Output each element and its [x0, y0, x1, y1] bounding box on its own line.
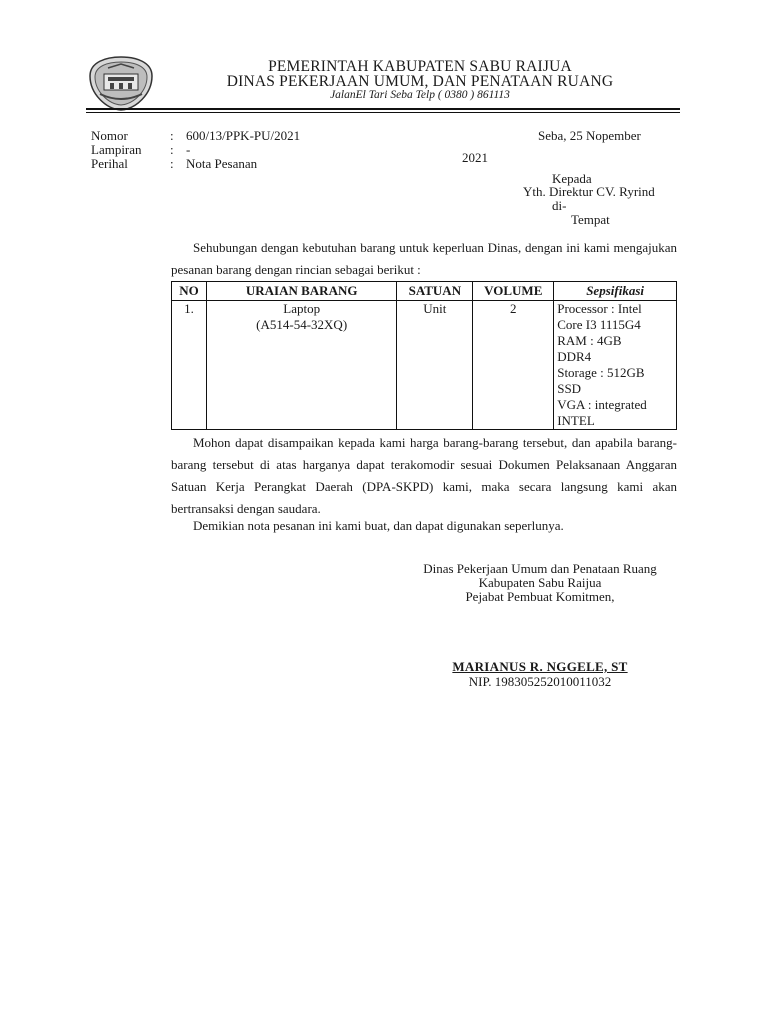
letterhead-government-name: PEMERINTAH KABUPATEN SABU RAIJUA	[268, 58, 572, 75]
recipient-name: Yth. Direktur CV. Ryrind	[523, 184, 655, 199]
spec-line: SSD	[557, 381, 582, 396]
signature-agency: Dinas Pekerjaan Umum dan Penataan Ruang	[423, 561, 657, 576]
signatory-name: MARIANUS R. NGGELE, ST	[452, 659, 628, 674]
letterhead-divider-thick	[86, 108, 680, 110]
final-paragraph	[171, 515, 677, 537]
column-header-specification: Sepsifikasi	[554, 282, 677, 301]
recipient-kepada: Kepada	[552, 171, 592, 186]
lampiran-label: Lampiran	[91, 142, 142, 157]
spec-line: RAM : 4GB	[557, 333, 622, 348]
recipient-place: Tempat	[571, 212, 610, 227]
order-items-table	[171, 281, 677, 430]
closing-paragraph	[171, 432, 677, 520]
intro-text: Sehubungan dengan kebutuhan barang untuk keperluan Dinas, dengan ini kami mengajukan pesanan barang dengan rincian sebagai berikut :	[171, 240, 677, 277]
nomor-colon: :	[170, 128, 174, 143]
regency-emblem-logo	[86, 54, 156, 112]
spec-line: INTEL	[557, 413, 595, 428]
item-model: (A514-54-32XQ)	[256, 317, 348, 332]
lampiran-value: -	[186, 142, 191, 157]
signatory-nip: NIP. 198305252010011032	[468, 674, 612, 689]
signature-title: Pejabat Pembuat Komitmen,	[465, 589, 615, 604]
cell-item-description	[206, 301, 396, 430]
perihal-value: Nota Pesanan	[186, 156, 258, 171]
letterhead-divider-thin	[86, 112, 680, 113]
perihal-colon: :	[170, 156, 174, 171]
spec-line: DDR4	[557, 349, 592, 364]
cell-unit: Unit	[397, 301, 473, 430]
lampiran-colon: :	[170, 142, 174, 157]
column-header-item-description: URAIAN BARANG	[206, 282, 396, 301]
column-header-volume: VOLUME	[473, 282, 554, 301]
spec-line: VGA : integrated	[557, 397, 647, 412]
letter-date: Seba, 25 Nopember	[538, 128, 641, 143]
letterhead-agency-name: DINAS PEKERJAAN UMUM, DAN PENATAAN RUANG	[226, 73, 614, 90]
spec-line: Storage : 512GB	[557, 365, 645, 380]
spec-line: Processor : Intel	[557, 301, 642, 316]
table-header-row	[172, 282, 677, 301]
letter-date-year: 2021	[462, 150, 488, 165]
signature-regency: Kabupaten Sabu Raijua	[478, 575, 602, 590]
nomor-label: Nomor	[91, 128, 128, 143]
spec-line: Core I3 1115G4	[557, 317, 641, 332]
item-name: Laptop	[283, 301, 321, 316]
cell-no: 1.	[172, 301, 207, 430]
closing-text: Mohon dapat disampaikan kepada kami harga barang-barang tersebut, dan apabila barang-barang tersebut di atas harganya dapat terakomodir sesuai Dokumen Pelaksanaan Anggaran Satuan Kerja Perangkat Daerah (DPA-SKPD) kami, maka secara langsung kami akan bertransaksi dengan saudara.	[171, 435, 677, 516]
final-text: Demikian nota pesanan ini kami buat, dan dapat digunakan seperlunya.	[193, 518, 564, 533]
table-row	[172, 301, 677, 430]
cell-volume: 2	[473, 301, 554, 430]
nomor-value: 600/13/PPK-PU/2021	[186, 128, 301, 143]
column-header-no: NO	[172, 282, 207, 301]
letterhead-address: JalanEl Tari Seba Telp ( 0380 ) 861113	[330, 89, 510, 101]
column-header-unit: SATUAN	[397, 282, 473, 301]
intro-paragraph	[171, 237, 677, 281]
perihal-label: Perihal	[91, 156, 128, 171]
cell-specification	[554, 301, 677, 430]
recipient-di: di-	[552, 198, 567, 213]
